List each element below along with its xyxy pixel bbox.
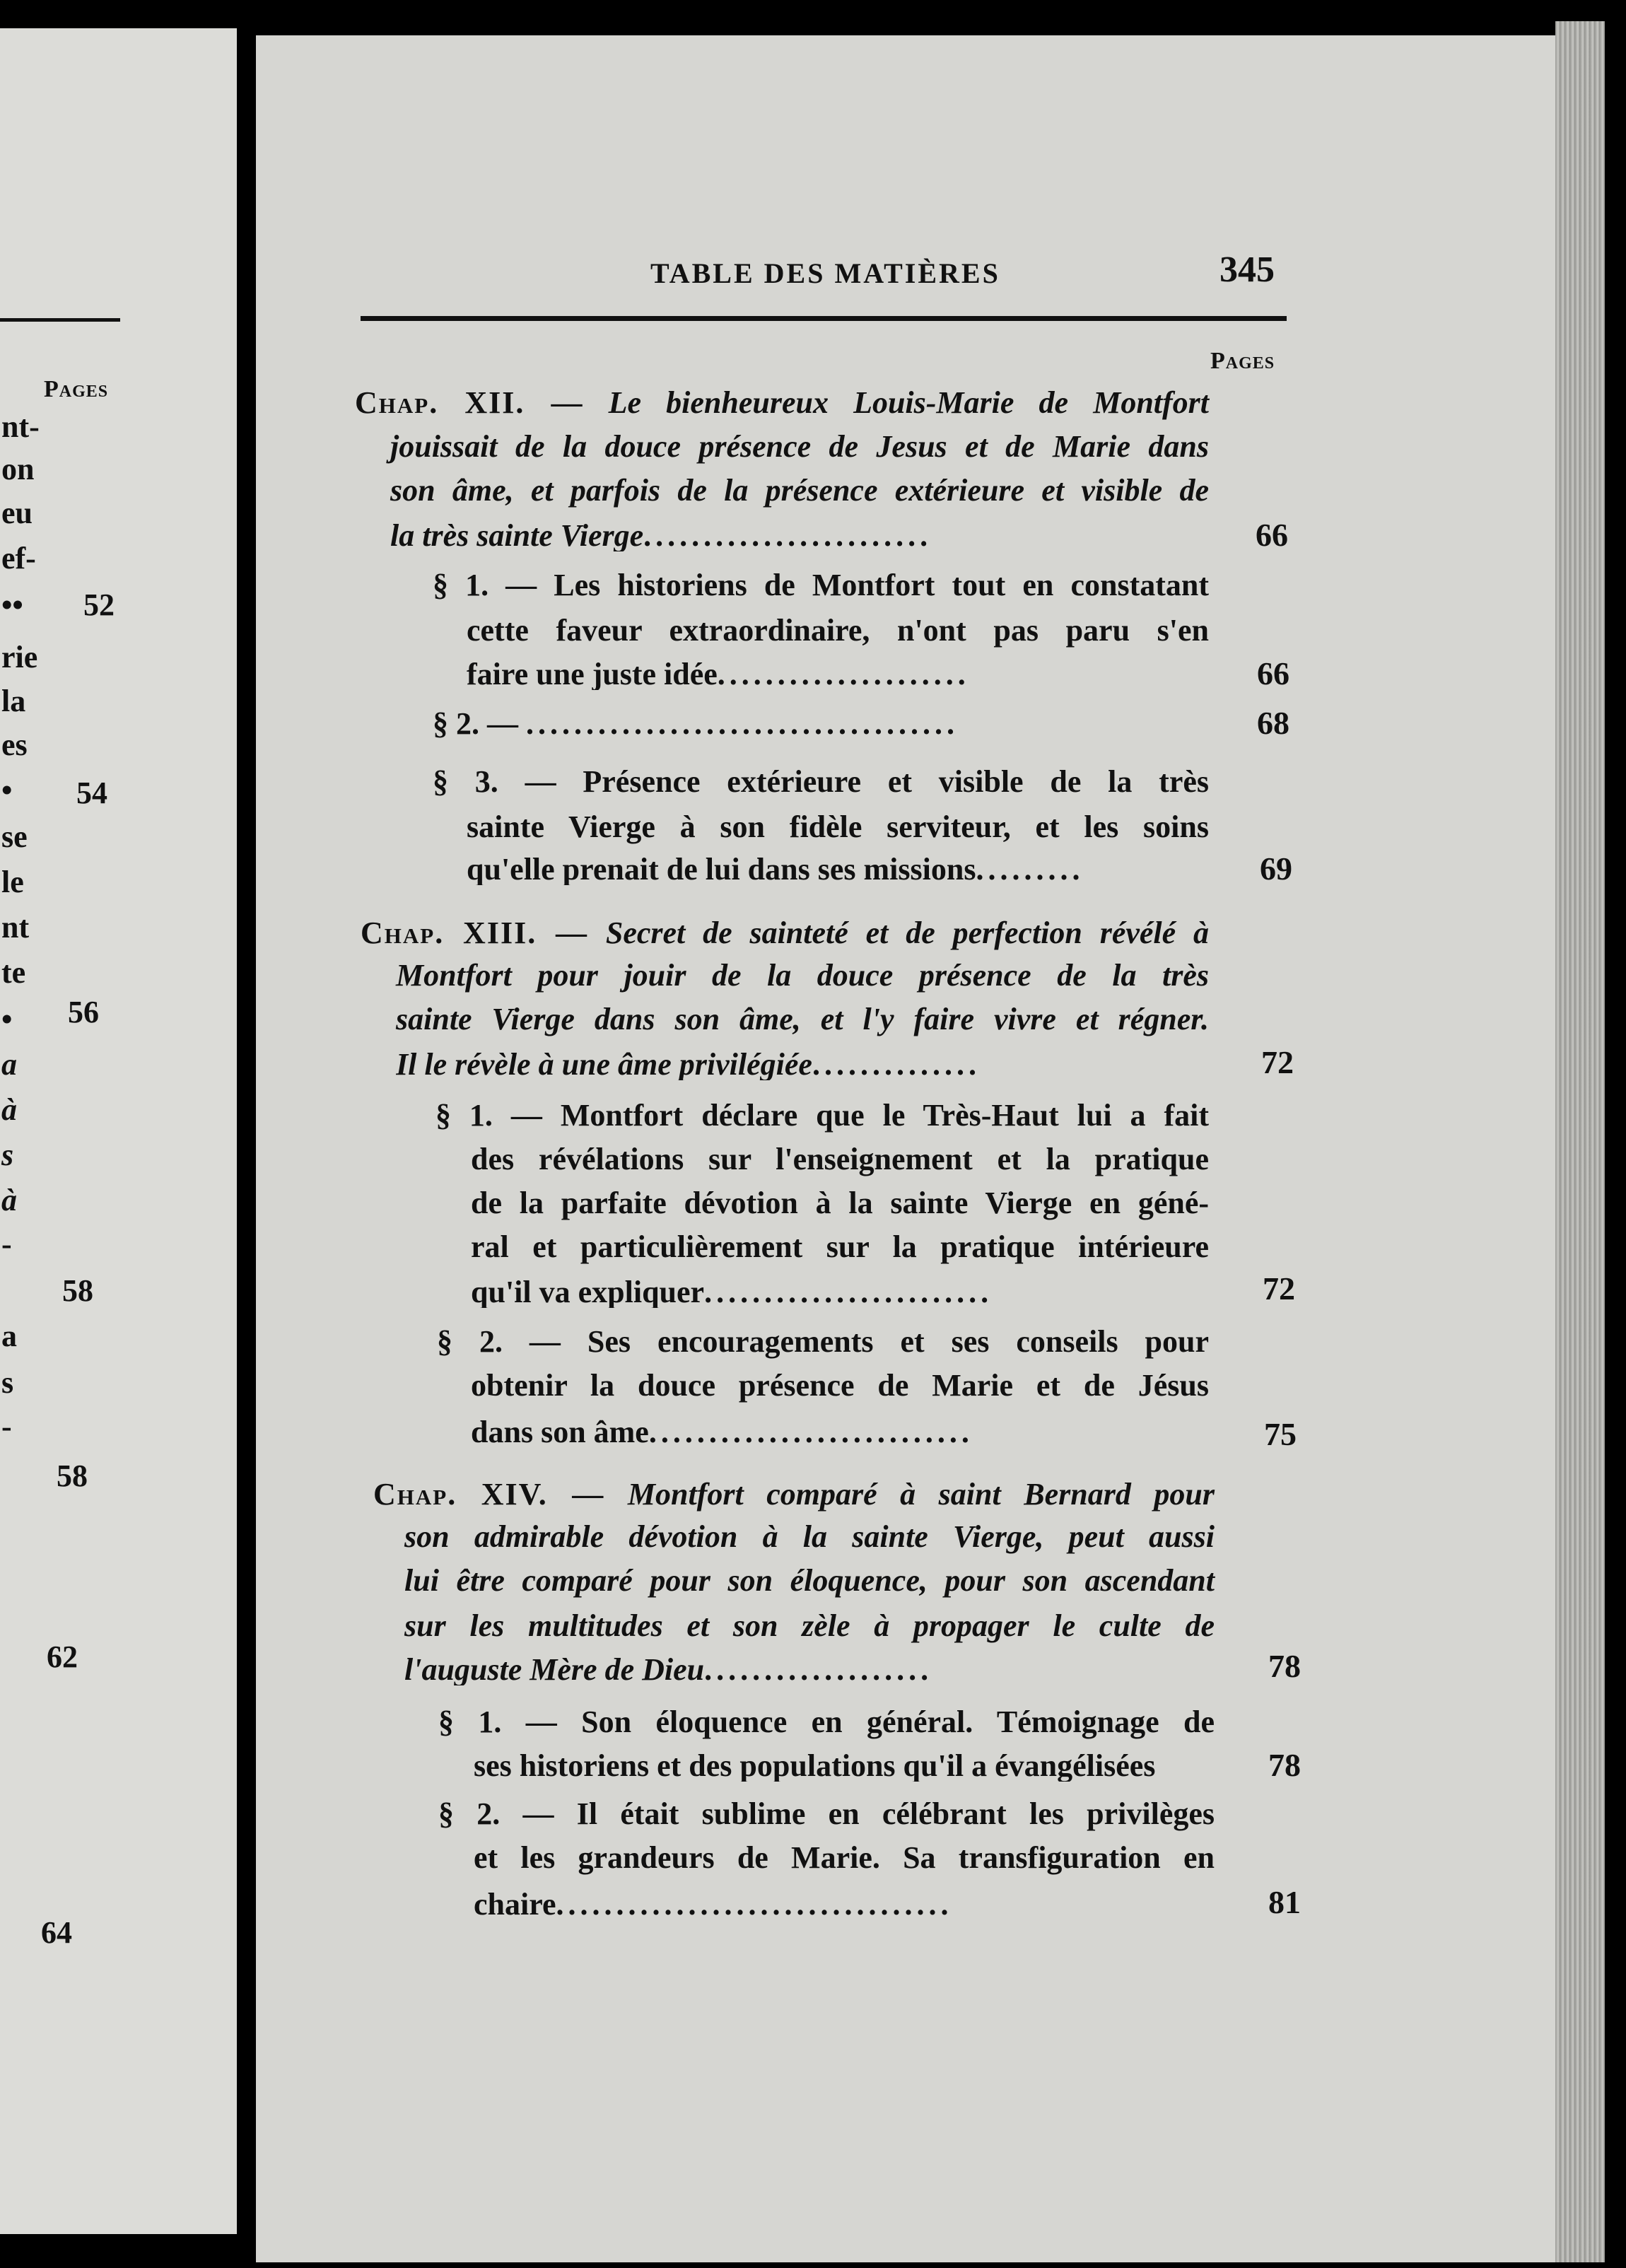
section-label: § 2. — (437, 1324, 561, 1359)
toc-line (467, 659, 1209, 690)
section-title: Les historiens de Montfort tout en constatant (554, 568, 1209, 602)
left-line-fragment: le (1, 865, 24, 899)
toc-line: lui être comparé pour son éloquence, pour son ascendant (404, 1563, 1215, 1598)
section-label: § 1. — (438, 1705, 557, 1739)
toc-page-number: 72 (1261, 1044, 1294, 1080)
toc-line (474, 1889, 1215, 1920)
toc-line (396, 1049, 1209, 1080)
dot-leader: ......... (976, 854, 1084, 885)
left-page-number: 52 (83, 588, 115, 622)
dot-leader: ........................... (648, 1417, 973, 1448)
toc-line: et les grandeurs de Marie. Sa transfiguration en (474, 1840, 1215, 1875)
left-page-number: 58 (57, 1459, 88, 1493)
toc-line (438, 1707, 1215, 1738)
section-title: Ses encouragements et ses conseils pour (587, 1324, 1210, 1359)
left-line-fragment: s (1, 1138, 14, 1172)
toc-line: jouissait de la douce présence de Jesus et de Marie dans (390, 429, 1209, 464)
dot-leader: ........................ (704, 1277, 993, 1308)
toc-line: ses historiens et des populations qu'il a évangélisées (474, 1750, 1156, 1782)
dot-leader: ........................ (643, 520, 932, 551)
toc-line (355, 387, 1209, 419)
section-title: Il était sublime en célébrant les privilèges (576, 1796, 1215, 1831)
chapter-title: Secret de sainteté et de perfection révélé à (605, 916, 1210, 950)
left-line-fragment: rie (1, 640, 38, 674)
left-page-number: 62 (47, 1639, 78, 1674)
toc-line (433, 766, 1209, 797)
left-page-number: 56 (68, 995, 99, 1029)
line-text: qu'elle prenait de lui dans ses missions (467, 854, 976, 885)
left-line-fragment: • (1, 1002, 13, 1036)
section-title: Montfort déclare que le Très-Haut lui a fait (560, 1098, 1209, 1133)
left-line-fragment: on (1, 452, 35, 486)
left-line-fragment: la (1, 684, 26, 718)
left-page-fragment (0, 28, 237, 2234)
section-label: § 2. — (433, 708, 518, 740)
toc-page-number: 69 (1260, 850, 1292, 887)
toc-line: sainte Vierge dans son âme, et l'y faire vivre et régner. (396, 1002, 1209, 1036)
dot-leader: ..................... (717, 659, 970, 690)
toc-line: obtenir la douce présence de Marie et de Jésus (471, 1368, 1209, 1403)
left-line-fragment: nt (1, 910, 30, 945)
chapter-label: Chap. XIII. — (361, 916, 589, 950)
left-page-number: 54 (76, 776, 107, 810)
left-line-fragment: - (1, 1409, 12, 1444)
toc-line (361, 918, 1209, 949)
line-text: faire une juste idée (467, 659, 718, 690)
left-line-fragment: à (1, 1183, 17, 1217)
toc-page-number: 78 (1268, 1648, 1301, 1684)
chapter-title: Montfort comparé à saint Bernard pour (627, 1477, 1215, 1512)
left-line-fragment: • (1, 773, 13, 807)
toc-line: de la parfaite dévotion à la sainte Vierge en géné- (471, 1186, 1209, 1220)
toc-page-number: 68 (1257, 705, 1289, 741)
header-rule (361, 316, 1287, 321)
chapter-title: Le bienheureux Louis-Marie de Montfort (608, 385, 1210, 420)
chapter-label: Chap. XIV. — (373, 1477, 605, 1512)
left-header-rule (0, 318, 120, 322)
left-line-fragment: •• (1, 588, 23, 622)
toc-line (433, 708, 1209, 740)
toc-line (404, 1654, 1215, 1685)
page-edge (1555, 21, 1605, 2262)
left-line-fragment: a (1, 1047, 17, 1082)
toc-page-number: 75 (1264, 1416, 1297, 1452)
line-text: l'auguste Mère de Dieu (404, 1654, 705, 1685)
section-label: § 1. — (433, 568, 537, 602)
dot-leader: .................................... (526, 708, 959, 740)
pages-column-label: Pages (1210, 348, 1275, 374)
section-label: § 2. — (438, 1796, 554, 1831)
left-line-fragment: te (1, 955, 26, 990)
toc-page-number: 78 (1268, 1747, 1301, 1783)
left-page-number: 58 (62, 1273, 93, 1308)
toc-line: sur les multitudes et son zèle à propager le culte de (404, 1608, 1215, 1643)
toc-line (435, 1100, 1209, 1131)
toc-page-number: 66 (1257, 655, 1289, 691)
toc-line (467, 854, 1209, 885)
toc-line: sainte Vierge à son fidèle serviteur, et les soins (467, 809, 1209, 844)
left-page-number: 64 (41, 1915, 72, 1950)
toc-line: son admirable dévotion à la sainte Vierge, peut aussi (404, 1519, 1215, 1554)
toc-page-number: 72 (1263, 1270, 1295, 1307)
line-text: chaire (474, 1889, 556, 1920)
toc-line (471, 1277, 1209, 1308)
toc-line (438, 1796, 1215, 1831)
left-line-fragment: ef- (1, 541, 36, 575)
line-text: Il le révèle à une âme privilégiée (396, 1049, 812, 1080)
section-label: § 3. — (433, 764, 556, 799)
toc-line (433, 570, 1209, 601)
left-line-fragment: s (1, 1365, 14, 1400)
section-title: Son éloquence en général. Témoignage de (581, 1705, 1215, 1739)
left-line-fragment: eu (1, 496, 33, 530)
toc-line (373, 1479, 1215, 1510)
section-title: Présence extérieure et visible de la très (583, 764, 1210, 799)
left-line-fragment: se (1, 819, 28, 854)
left-line-fragment: nt- (1, 409, 40, 444)
left-line-fragment: à (1, 1092, 17, 1127)
dot-leader: ................... (704, 1654, 933, 1685)
dot-leader: .............. (812, 1049, 981, 1080)
toc-line: des révélations sur l'enseignement et la pratique (471, 1142, 1209, 1176)
dot-leader: ................................. (556, 1889, 953, 1920)
left-line-fragment: a (1, 1319, 17, 1353)
line-text: dans son âme (471, 1417, 649, 1448)
toc-line: cette faveur extraordinaire, n'ont pas paru s'en (467, 613, 1209, 648)
toc-page-number: 66 (1256, 517, 1288, 553)
toc-line: ral et particulièrement sur la pratique intérieure (471, 1229, 1209, 1264)
toc-page-number: 81 (1268, 1884, 1301, 1920)
left-pages-label: Pages (44, 376, 109, 402)
toc-line (437, 1326, 1209, 1357)
line-text: la très sainte Vierge (390, 520, 644, 551)
section-label: § 1. — (435, 1098, 542, 1133)
left-line-fragment: - (1, 1227, 12, 1261)
line-text: qu'il va expliquer (471, 1277, 705, 1308)
toc-line: Montfort pour jouir de la douce présence de la très (396, 958, 1209, 993)
left-line-fragment: es (1, 727, 28, 762)
chapter-label: Chap. XII. — (355, 385, 584, 420)
toc-line (471, 1417, 1209, 1448)
toc-line: son âme, et parfois de la présence extérieure et visible de (390, 473, 1209, 508)
running-head: TABLE DES MATIÈRES (650, 257, 1000, 289)
page-number: 345 (1220, 250, 1275, 290)
toc-line (390, 520, 1209, 551)
